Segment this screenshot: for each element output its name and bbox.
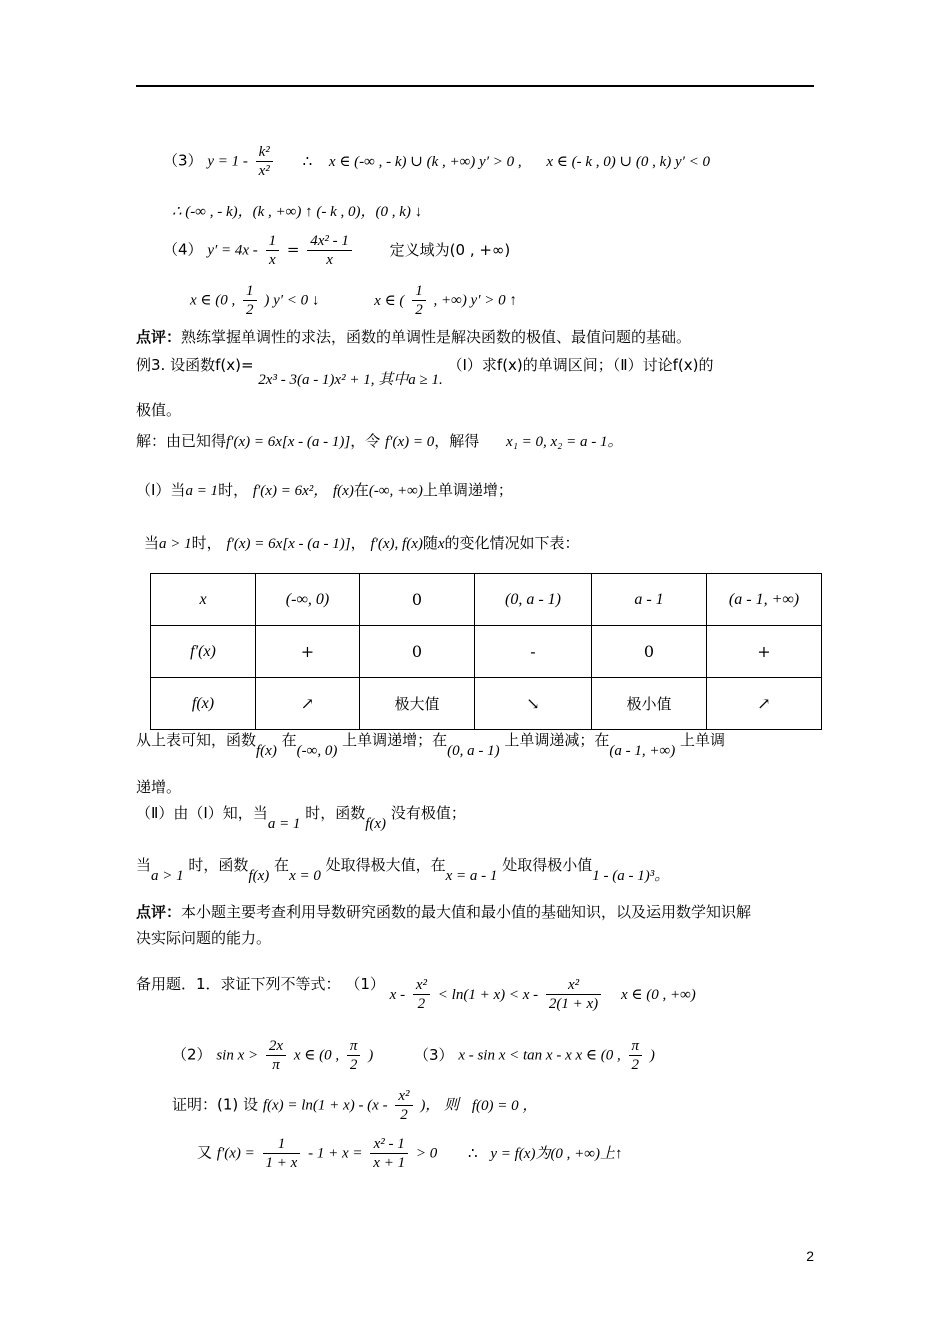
comment-1: 点评：熟练掌握单调性的求法，函数的单调性是解决函数的极值、最值问题的基础。 [136, 328, 692, 346]
comment-2: 点评：本小题主要考查利用导数研究函数的最大值和最小值的基础知识，以及运用数学知识解 [136, 903, 752, 921]
proof-line-1: 证明：(1) 设 f(x) = ln(1 + x) - (x - $\frac{\text{x²}}{2}$ )， 则 f(0) = 0 ， [172, 1088, 538, 1123]
item-3-conclusion: ∴ (-∞ , - k)，(k , +∞) ↑ (- k , 0)，(0 , k) ↓ [172, 204, 423, 220]
item-3: （3） y = 1 - $\frac{\text{k²}}{\text{x²}}$ ∴ x ∈ (-∞ , - k) ∪ (k , +∞) y′ > 0 , x ∈ (- k , 0) ∪ (0 , k) y′ < 0 [163, 144, 711, 179]
part-2-conclusion: 当a > 1 时，函数f(x) 在x = 0 处取得极大值，在x = a - 1 处取得极小值1 - (a - 1)³。 [136, 856, 670, 884]
item-4: （4） y′ = 4x - $\frac{1}{x}$ = $\frac{\text{4x² - 1}}{x}$ 定义域为(0 , +∞) [163, 233, 511, 268]
after-table-cont: 递增。 [136, 778, 182, 796]
example-3-cont: 极值。 [136, 401, 182, 419]
example-3: 例3. 设函数f(x)= 2x³ - 3(a - 1)x² + 1, 其中a ≥ 1. （Ⅰ）求f(x)的单调区间；（Ⅱ）讨论f(x)的 [136, 356, 714, 388]
table-row: f(x) ↗ 极大值 ↘ 极小值 ↗ [151, 678, 822, 730]
page-number: 2 [806, 1248, 814, 1264]
header-rule [136, 85, 814, 87]
table-row: f′(x) + 0 - 0 + [151, 626, 822, 678]
part-2-line: （Ⅱ）由（Ⅰ）知，当a = 1 时，函数f(x) 没有极值； [136, 804, 466, 832]
proof-line-2: 又 f′(x) = $\frac{1}{1 + x}$ - 1 + x = $\frac{\text{x² - 1}}{x + 1}$ > 0 ∴ y = f(x)为(0 , +∞)上↑ [197, 1136, 623, 1171]
after-table-line: 从上表可知，函数f(x) 在(-∞, 0) 上单调递增；在(0, a - 1) 上单调递减；在(a - 1, +∞) 上单调 [136, 731, 726, 759]
table-row: x (-∞, 0) 0 (0, a - 1) a - 1 (a - 1, +∞) [151, 574, 822, 626]
backup-items-2-3: （2） sin x > $\frac{2x}{\pi}$ x ∈ (0 , $\frac{\pi}{2}$ ) （3） x - sin x < tan x - x x ∈ (0 , $\frac{\pi}{2}$ ) [172, 1038, 655, 1073]
variation-table [150, 573, 822, 730]
solution-line-1: 解：由已知得f′(x) = 6x[x - (a - 1)]，令 f′(x) = 0，解得 x₁ = 0, x₂ = a - 1。 [136, 432, 623, 450]
solution-part-2: 当a > 1时， f′(x) = 6x[x - (a - 1)]， f′(x), f(x)随x的变化情况如下表： [144, 534, 580, 552]
solution-part-1: （Ⅰ）当a = 1时， f′(x) = 6x²， f(x)在(-∞, +∞)上单调递增； [136, 481, 513, 499]
backup-title: 备用题．1．求证下列不等式： （1） x - $\frac{\text{x²}}{2}$ < ln(1 + x) < x - $\frac{\text{x²}}{2(1 + x)}$ x ∈ (0 , +∞) [136, 975, 696, 1012]
item-4-intervals: x ∈ (0 , $\frac{1}{2}$ ) y′ < 0 ↓ x ∈ ( $\frac{1}{2}$ , +∞) y′ > 0 ↑ [190, 283, 517, 318]
comment-2-cont: 决实际问题的能力。 [136, 929, 272, 947]
